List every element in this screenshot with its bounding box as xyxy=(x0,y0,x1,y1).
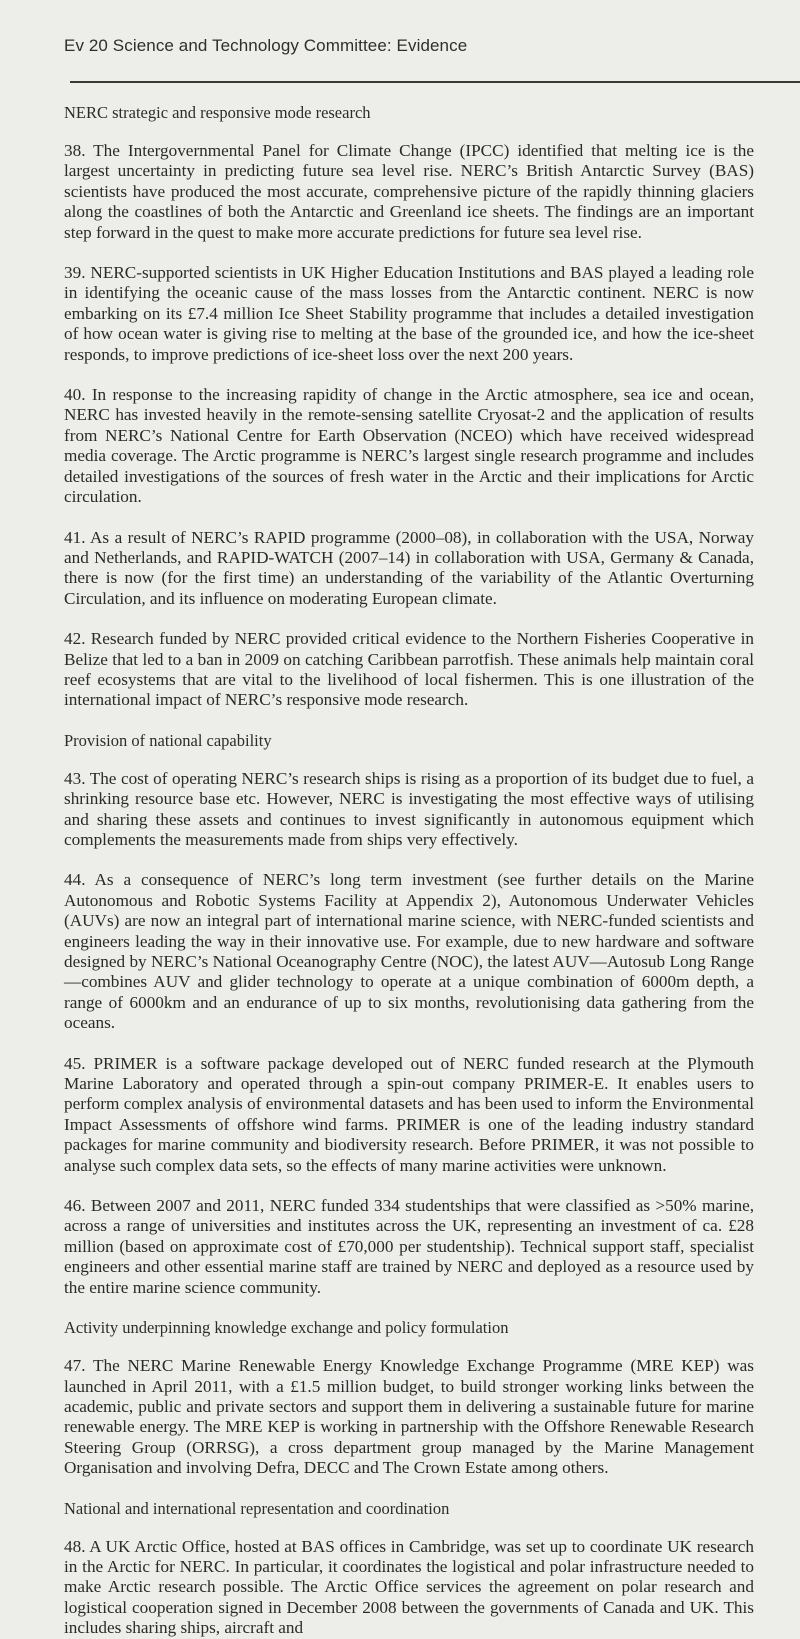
paragraph-47: 47. The NERC Marine Renewable Energy Knowledge Exchange Programme (MRE KEP) was launched in April 2011, with a £1.5 million budget, to build stronger working links between the academic, public and private sectors and support them in delivering a sustainable future for marine renewable energy. The MRE KEP is working in partnership with the Offshore Renewable Research Steering Group (ORRSG), a cross department group managed by the Marine Management Organisation and involving Defra, DECC and The Crown Estate among others. xyxy=(64,1356,754,1478)
paragraph-48: 48. A UK Arctic Office, hosted at BAS offices in Cambridge, was set up to coordinate UK research in the Arctic for NERC. In particular, it coordinates the logistical and polar infrastructure needed to make Arctic research possible. The Arctic Office services the agreement on polar research and logistical cooperation signed in December 2008 between the governments of Canada and UK. This includes sharing ships, aircraft and xyxy=(64,1536,754,1638)
paragraph-38: 38. The Intergovernmental Panel for Climate Change (IPCC) identified that melting ice is the largest uncertainty in predicting future sea level rise. NERC’s British Antarctic Survey (BAS) scientists have produced the most accurate, comprehensive picture of the rapidly thinning glaciers along the coastlines of both the Antarctic and Greenland ice sheets. The findings are an important step forward in the quest to make more accurate predictions for future sea level rise. xyxy=(64,141,754,242)
running-head: Ev 20 Science and Technology Committee: Evidence xyxy=(64,36,468,55)
paragraph-44: 44. As a consequence of NERC’s long term investment (see further details on the Marine Autonomous and Robotic Systems Facility at Appendix 2), Autonomous Underwater Vehicles (AUVs) are now an integral part of international marine science, with NERC-funded scientists and engineers leading the way in their innovative use. For example, due to new hardware and software designed by NERC’s National Oceanography Centre (NOC), the latest AUV—Autosub Long Range—combines AUV and glider technology to operate at a unique combination of 6000m depth, a range of 6000km and an endurance of up to six months, revolutionising data gathering from the oceans. xyxy=(64,870,754,1033)
paragraph-39: 39. NERC-supported scientists in UK Higher Education Institutions and BAS played a leading role in identifying the oceanic cause of the mass losses from the Antarctic continent. NERC is now embarking on its £7.4 million Ice Sheet Stability programme that includes a detailed investigation of how ocean water is giving rise to melting at the base of the grounded ice, and how the ice-sheet responds, to improve predictions of ice-sheet loss over the next 200 years. xyxy=(64,263,754,364)
paragraph-45: 45. PRIMER is a software package developed out of NERC funded research at the Plymouth Marine Laboratory and operated through a spin-out company PRIMER-E. It enables users to perform complex analysis of environmental datasets and has been used to inform the Environmental Impact Assessments of offshore wind farms. PRIMER is one of the leading industry standard packages for marine community and biodiversity research. Before PRIMER, it was not possible to analyse such complex data sets, so the effects of many marine activities were unknown. xyxy=(64,1053,754,1175)
document-body xyxy=(64,103,754,1639)
section-heading: National and international representation and coordination xyxy=(64,1498,450,1518)
section-heading: NERC strategic and responsive mode research xyxy=(64,103,371,122)
paragraph-46: 46. Between 2007 and 2011, NERC funded 334 studentships that were classified as >50% marine, across a range of universities and institutes across the UK, representing an investment of ca. £28 million (based on approximate cost of £70,000 per studentship). Technical support staff, specialist engineers and other essential marine staff are trained by NERC and deployed as a resource used by the entire marine science community. xyxy=(64,1196,754,1297)
header-rule xyxy=(70,81,800,83)
paragraph-42: 42. Research funded by NERC provided critical evidence to the Northern Fisheries Cooperative in Belize that led to a ban in 2009 on catching Caribbean parrotfish. These animals help maintain coral reef ecosystems that are vital to the livelihood of local fishermen. This is one illustration of the international impact of NERC’s responsive mode research. xyxy=(64,629,754,710)
section-heading: Activity underpinning knowledge exchange and policy formulation xyxy=(64,1318,509,1338)
paragraph-43: 43. The cost of operating NERC’s research ships is rising as a proportion of its budget due to fuel, a shrinking resource base etc. However, NERC is investigating the most effective ways of utilising and sharing these assets and continues to invest significantly in autonomous equipment which complements the measurements made from ships very effectively. xyxy=(64,768,754,849)
paragraph-41: 41. As a result of NERC’s RAPID programme (2000–08), in collaboration with the USA, Norway and Netherlands, and RAPID-WATCH (2007–14) in collaboration with USA, Germany & Canada, there is now (for the first time) an understanding of the variability of the Atlantic Overturning Circulation, and its influence on moderating European climate. xyxy=(64,527,754,608)
section-heading: Provision of national capability xyxy=(64,730,272,750)
paragraph-40: 40. In response to the increasing rapidity of change in the Arctic atmosphere, sea ice and ocean, NERC has invested heavily in the remote-sensing satellite Cryosat-2 and the application of results from NERC’s National Centre for Earth Observation (NCEO) which have received widespread media coverage. The Arctic programme is NERC’s largest single research programme and includes detailed investigations of the sources of fresh water in the Arctic and their implications for Arctic circulation. xyxy=(64,385,754,507)
